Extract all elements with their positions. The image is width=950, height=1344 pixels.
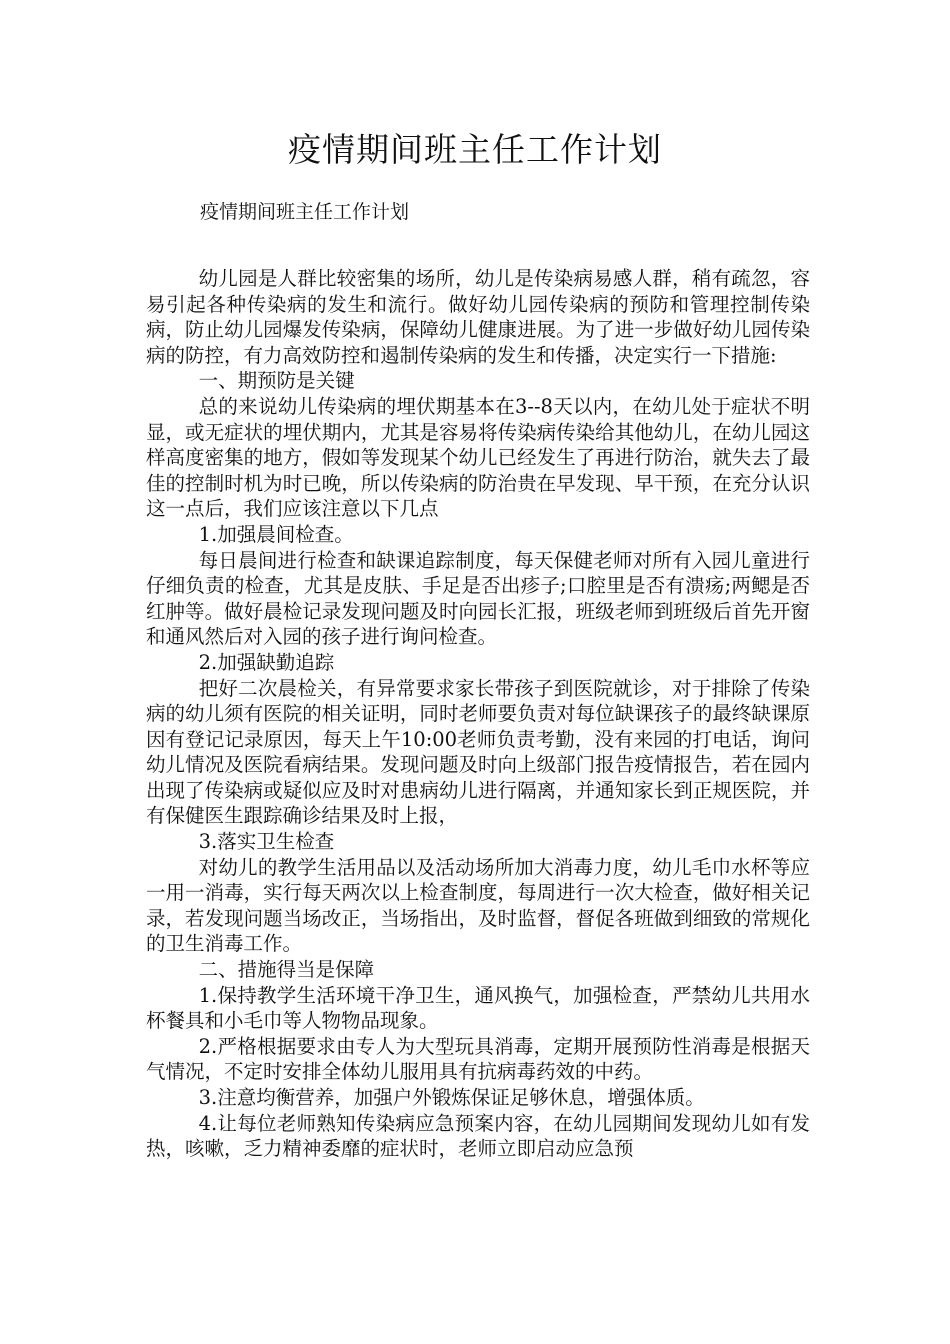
paragraph-section-1: 总的来说幼儿传染病的埋伏期基本在3--8天以内，在幼儿处于症状不明显，或无症状的埋伏期内，尤其是容易将传染病传染给其他幼儿，在幼儿园这样高度密集的地方，假如等发现某个幼儿已经发生了再进行防治，就失去了最佳的控制时机为时已晚，所以传染病的防治贵在早发现、早干预，在充分认识这一点后，我们应该注意以下几点	[146, 394, 810, 521]
subheading-1-2: 2.加强缺勤追踪	[198, 650, 335, 674]
document-subtitle: 疫情期间班主任工作计划	[200, 201, 410, 223]
subheading-1-1: 1.加强晨间检查。	[198, 522, 354, 546]
list-item-2-2: 2.严格根据要求由专人为大型玩具消毒，定期开展预防性消毒是根据天气情况，不定时安排全体幼儿服用具有抗病毒药效的中药。	[146, 1034, 810, 1084]
list-item-2-1: 1.保持教学生活环境干净卫生，通风换气，加强检查，严禁幼儿共用水杯餐具和小毛巾等人物物品现象。	[146, 983, 810, 1033]
paragraph-1-1: 每日晨间进行检查和缺课追踪制度，每天保健老师对所有入园儿童进行仔细负责的检查，尤其是皮肤、手足是否出疹子;口腔里是否有溃疡;两鳃是否红肿等。做好晨检记录发现问题及时向园长汇报，班级老师到班级后首先开窗和通风然后对入园的孩子进行询问检查。	[146, 548, 810, 649]
document-title: 疫情期间班主任工作计划	[288, 130, 662, 169]
list-item-2-3: 3.注意均衡营养，加强户外锻炼保证足够休息，增强体质。	[198, 1086, 705, 1109]
paragraph-1-2: 把好二次晨检关，有异常要求家长带孩子到医院就诊，对于排除了传染病的幼儿须有医院的相关证明，同时老师要负责对每位缺课孩子的最终缺课原因有登记记录原因，每天上午10:00老师负责考勤，没有来园的打电话，询问幼儿情况及医院看病结果。发现问题及时向上级部门报告疫情报告，若在园内出现了传染病或疑似应及时对患病幼儿进行隔离，并通知家长到正规医院，并有保健医生跟踪确诊结果及时上报，	[146, 676, 810, 828]
subheading-1-3: 3.落实卫生检查	[198, 830, 335, 854]
document-body	[146, 266, 810, 1162]
list-item-2-4: 4.让每位老师熟知传染病应急预案内容，在幼儿园期间发现幼儿如有发热，咳嗽，乏力精神委靡的症状时，老师立即启动应急预	[146, 1111, 810, 1161]
section-heading-2: 二、措施得当是保障	[198, 958, 375, 982]
paragraph-intro: 幼儿园是人群比较密集的场所，幼儿是传染病易感人群，稍有疏忽，容易引起各种传染病的发生和流行。做好幼儿园传染病的预防和管理控制传染病，防止幼儿园爆发传染病，保障幼儿健康进展。为了进一步做好幼儿园传染病的防控，有力高效防控和遏制传染病的发生和传播，决定实行一下措施:	[146, 267, 810, 367]
paragraph-1-3: 对幼儿的教学生活用品以及活动场所加大消毒力度，幼儿毛巾水杯等应一用一消毒，实行每天两次以上检查制度，每周进行一次大检查，做好相关记录，若发现问题当场改正，当场指出，及时监督，督促各班做到细致的常规化的卫生消毒工作。	[146, 855, 810, 956]
section-heading-1: 一、期预防是关键	[198, 369, 355, 393]
